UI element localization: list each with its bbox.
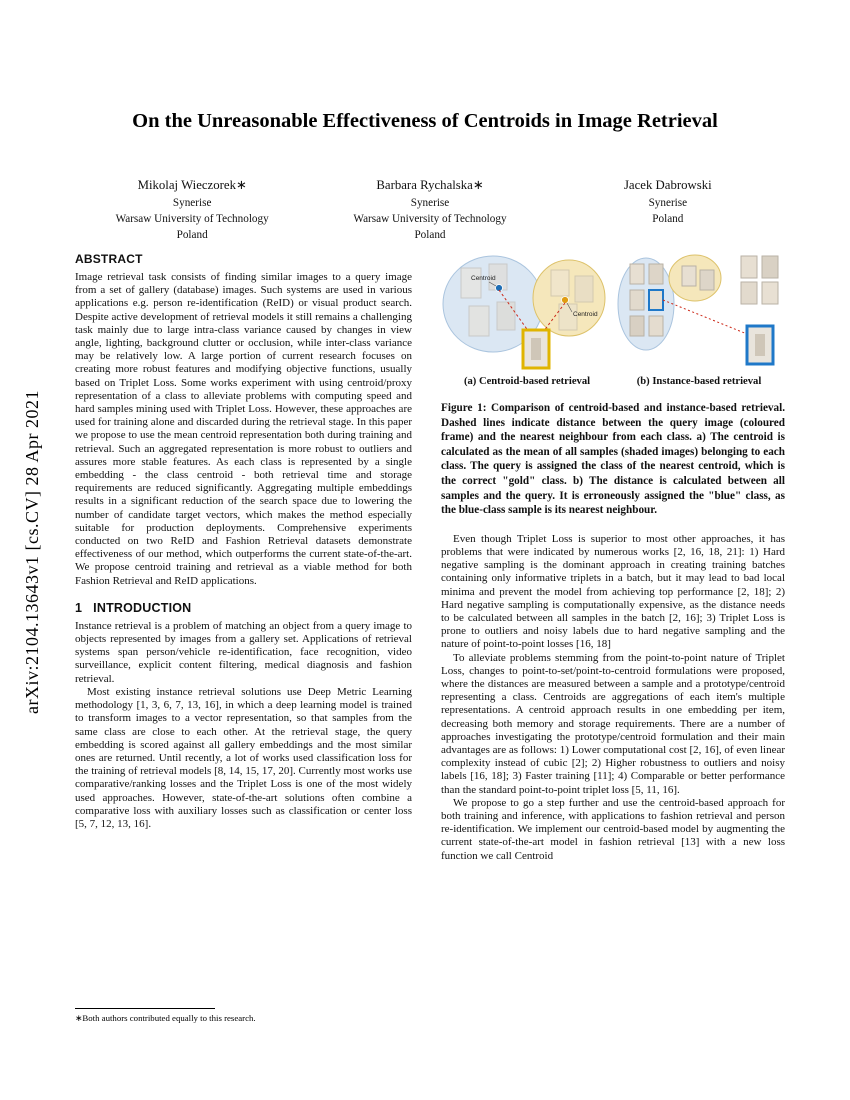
author-3: [551, 176, 785, 243]
footnote-rule: [75, 1008, 215, 1009]
centroid-label-a1: Centroid: [471, 275, 496, 282]
author-3-name: Jacek Dabrowski: [623, 178, 712, 192]
figure-1-graphic: [441, 252, 785, 374]
right-column: [441, 252, 785, 863]
query-image-detail: [531, 338, 541, 360]
author-2: [313, 176, 547, 243]
paper-title: On the Unreasonable Effectiveness of Centroids in Image Retrieval: [132, 110, 718, 132]
panel-a: [443, 256, 605, 368]
panel-b: [618, 255, 778, 364]
left-column: [75, 252, 412, 831]
centroid-dot-gold: [562, 297, 569, 304]
query-image-detail-b: [755, 334, 765, 356]
figure-1-caption: Figure 1: Comparison of centroid-based and instance-based retrieval. Dashed lines indicate distance between the query image (coloured frame) and the nearest neighbour from each class. a) The centroid is calculated as the mean of all samples (shaded images) belonging to each class. The query is assigned the class of the nearest centroid, which is the correct "gold" class. b) The distance is calculated between all samples and the query. It is erroneously assigned the "blue" class, as the blue-class sample is its nearest neighbour.: [441, 402, 785, 517]
figure-1: [441, 252, 785, 387]
intro-paragraph-2: Most existing instance retrieval solutions use Deep Metric Learning methodology [1, 3, 6, 7, 13, 16], in which a deep learning model is trained to transform images to a vector representation, so that samples from the same class are close to each other. At the retrieval stage, the query embedding is scored against all gallery embeddings and the most similar ones are returned. Until recently, a lot of works used classification loss for the training of retrieval models [8, 14, 15, 17, 20]. Currently most works use comparative/ranking losses and the Triplet Loss is one of the most widely used approaches. However, state-of-the-art solutions often combine a comparative loss with auxiliary losses such as classification or center loss [5, 7, 12, 13, 16].: [75, 685, 412, 830]
authors-block: [75, 176, 785, 243]
right-paragraph-1: Even though Triplet Loss is superior to most other approaches, it has problems that were indicated by numerous works [2, 16, 18, 21]: 1) Hard negative sampling is the dominant approach in creating training batches containing only informative triplets in a batch, but it may lead to bad local minima and prevent the model from achieving top performance [2, 18]; 2) Hard negative sampling is computationally expensive, as the distance needs to be calculated between all samples in the batch [2, 16]; 3) Triplet Loss is prone to outliers and noisy labels due to hard negative sampling and the nature of point-to-point losses [16, 18]: [441, 532, 785, 651]
author-2-name: Barbara Rychalska∗: [376, 178, 484, 192]
author-3-affil-1: Synerise: [648, 196, 688, 209]
author-1-affil-3: Poland: [176, 229, 208, 242]
author-1-affil-1: Synerise: [172, 196, 212, 209]
nearest-neighbour-blue-framed: [649, 290, 663, 310]
author-2-affil-2: Warsaw University of Technology: [353, 212, 507, 225]
footnote-text: ∗Both authors contributed equally to this research.: [75, 1013, 256, 1023]
author-3-affil-2: Poland: [652, 212, 684, 225]
introduction-heading: 1 INTRODUCTION: [75, 600, 192, 615]
subcaption-b: (b) Instance-based retrieval: [636, 376, 762, 387]
intro-paragraph-1: Instance retrieval is a problem of matching an object from a query image to objects represented by images from a gallery set. Applications of retrieval systems span person/vehicle re-identification, face recognition, video surveillance, explicit content filtering, medical diagnosis and fashion retrieval.: [75, 619, 412, 685]
gallery-thumbnails-strip: [741, 256, 778, 304]
author-1: [75, 176, 309, 243]
right-paragraph-2: To alleviate problems stemming from the point-to-point nature of Triplet Loss, changes to point-to-set/point-to-centroid formulations were proposed, where the distances are measured between a sample and a prototype/centroid representing a class. Centroids are aggregations of each item's multiple representations. A centroid approach results in one embedding per item, decreasing both memory and storage requirements. There are a number of approaches investigating the prototype/centroid formulation and their main advantages are as follows: 1) Lower computational cost [2, 16], of even linear complexity instead of cubic [2]; 2) Higher robustness to outliers and noisy labels [16, 18]; 3) Faster training [11]; 4) Comparable or better performance than the standard point-to-point triplet loss [5, 11, 16].: [441, 651, 785, 796]
subcaption-a: (a) Centroid-based retrieval: [463, 376, 591, 387]
author-2-affil-3: Poland: [414, 229, 446, 242]
arxiv-sidebar-label: arXiv:2104.13643v1 [cs.CV] 28 Apr 2021: [22, 390, 42, 714]
abstract-heading: ABSTRACT: [75, 252, 143, 266]
figure-subcaptions: [441, 376, 785, 387]
author-1-name: Mikolaj Wieczorek∗: [137, 178, 247, 192]
centroid-label-a2: Centroid: [573, 311, 598, 318]
right-paragraph-3: We propose to go a step further and use the centroid-based approach for both training and inference, with applications to fashion retrieval and person re-identification. We implement our centroid-based model by augmenting the current state-of-the-art model in fashion retrieval [13] with a new loss function we call Centroid: [441, 796, 785, 862]
author-2-affil-1: Synerise: [410, 196, 450, 209]
abstract-text: Image retrieval task consists of finding similar images to a query image from a set of gallery (database) images. Such systems are used in various applications e.g. person re-identification (ReID) or visual product search. Despite active development of retrieval models it still remains a challenging task mainly due to large intra-class variance caused by changes in view angle, lighting, background clutter or occlusion, while inter-class variance may be relatively low. A large portion of current research focuses on creating more robust features and modifying objective functions, usually based on Triplet Loss. Some works experiment with using centroid/proxy representation of a class to alleviate problems with computing speed and hard samples mining used with Triplet Loss. However, these approaches are used for training alone and discarded during the retrieval stage. In this paper we propose to use the mean centroid representation both during training and retrieval. Such an aggregated representation is more robust to outliers and assures more stable features. As each class is represented by a single embedding - the class centroid - both retrieval time and storage requirements are reduced significantly. Aggregating multiple embeddings results in a significant reduction of the search space due to lowering the number of candidate target vectors, which makes the method especially suitable for production deployments. Comprehensive experiments conducted on two ReID and Fashion Retrieval datasets demonstrate effectiveness of our method, which outperforms the current state-of-the-art. We propose centroid training and retrieval as a viable method for both Fashion Retrieval and ReID applications.: [75, 271, 412, 587]
class-region-blue-b: [618, 258, 674, 350]
author-1-affil-2: Warsaw University of Technology: [115, 212, 269, 225]
distance-line-sample-to-query: [663, 300, 747, 334]
